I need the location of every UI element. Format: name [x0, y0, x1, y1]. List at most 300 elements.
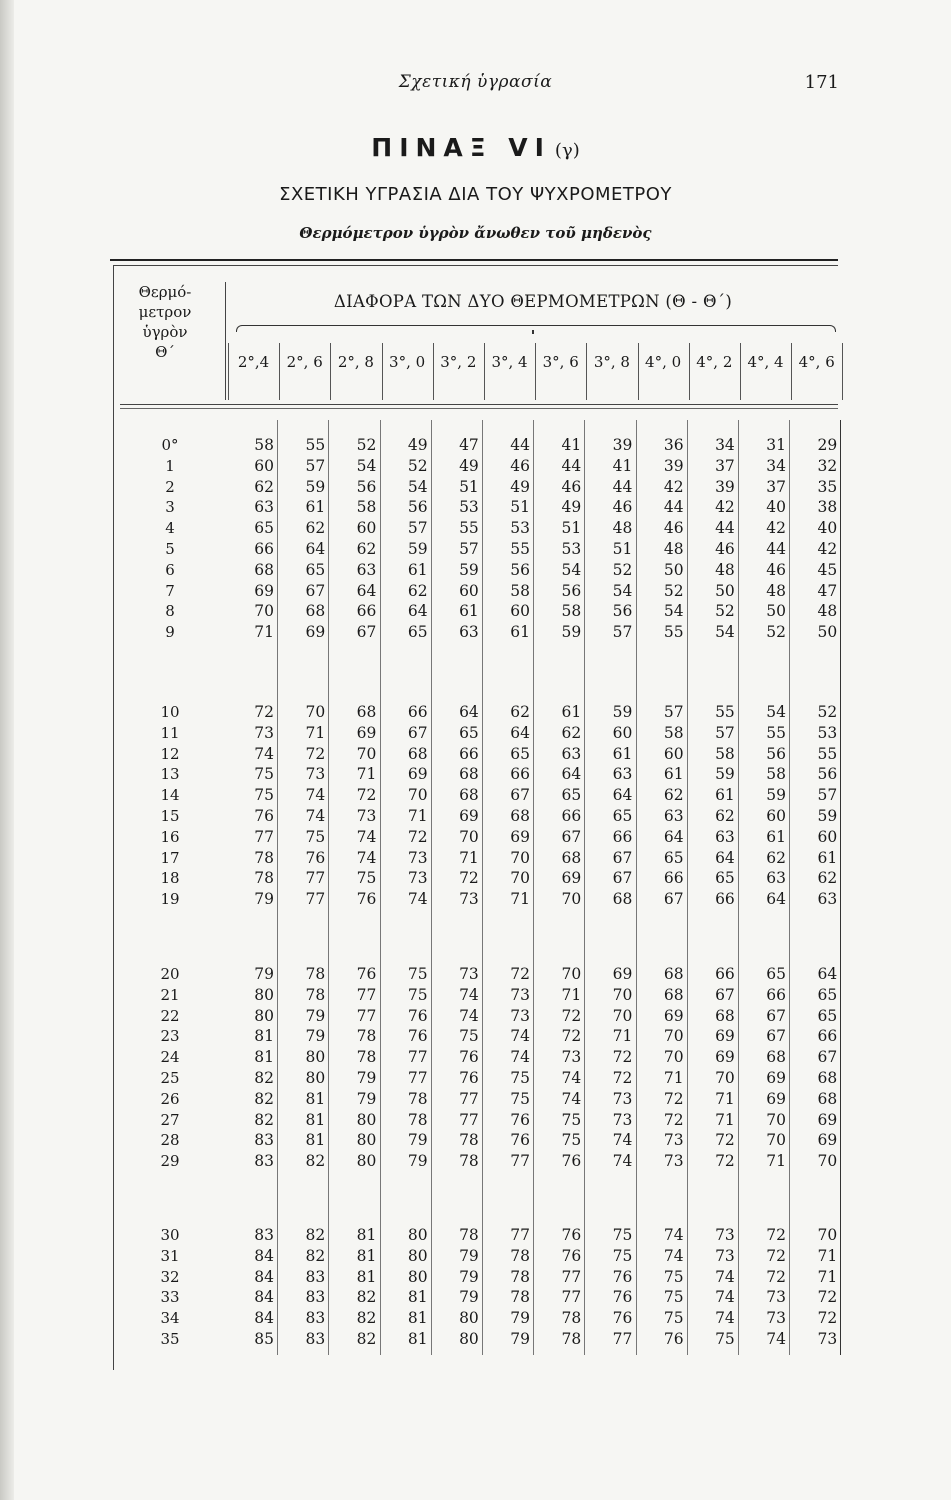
table-cell: 63: [817, 890, 838, 909]
table-cell: 72: [817, 1288, 838, 1307]
table-cell: 70: [510, 848, 530, 867]
stub-divider: [225, 282, 226, 400]
table-cell: 71: [305, 723, 326, 742]
table-cell: 76: [459, 1048, 479, 1067]
table-cell: 76: [561, 1152, 582, 1171]
table-cell: 79: [305, 1027, 326, 1046]
column-rule: [840, 420, 841, 1355]
table-cell: 69: [663, 1006, 684, 1025]
table-cell: 58: [510, 581, 530, 600]
table-cell: 67: [407, 723, 428, 742]
table-cell: 65: [305, 560, 326, 579]
table-cell: 63: [561, 744, 582, 763]
table-cell: 45: [817, 560, 838, 579]
table-cell: 62: [254, 477, 274, 496]
table-cell: 54: [612, 581, 633, 600]
table-cell: 80: [356, 1131, 377, 1150]
table-cell: 71: [766, 1152, 786, 1171]
column-rule: [431, 420, 432, 1355]
table-cell: 74: [663, 1226, 684, 1244]
table-cell: 64: [663, 827, 684, 846]
table-cell: 67: [715, 985, 735, 1004]
table-cell: 65: [407, 623, 428, 642]
row-stub-temperature: 5: [165, 540, 175, 558]
column-rule-header: [382, 343, 383, 400]
table-cell: 32: [817, 456, 838, 475]
table-cell: 49: [561, 498, 582, 517]
row-stub-temperature: 13: [160, 765, 180, 784]
table-cell: 77: [356, 985, 377, 1004]
table-cell: 46: [663, 519, 684, 538]
table-cell: 73: [561, 1048, 582, 1067]
table-cell: 69: [766, 1089, 786, 1108]
column-header: 3°, 6: [542, 353, 579, 371]
table-cell: 56: [407, 498, 428, 517]
table-caption: Θερμόμετρον ὑγρὸν ἄνωθεν τοῦ μηδενὸς: [299, 224, 652, 242]
table-cell: 66: [715, 965, 735, 983]
table-cell: 76: [561, 1246, 582, 1265]
table-cell: 81: [356, 1246, 377, 1265]
row-stub-temperature: 30: [160, 1226, 180, 1244]
table-cell: 69: [254, 581, 274, 600]
table-cell: 62: [561, 723, 582, 742]
table-cell: 68: [766, 1048, 786, 1067]
table-cell: 44: [715, 519, 735, 538]
table-cell: 70: [510, 869, 530, 888]
row-stub-temperature: 1: [165, 456, 175, 475]
table-cell: 62: [715, 807, 735, 825]
row-stub-temperature: 26: [160, 1089, 180, 1108]
table-cell: 68: [459, 786, 479, 805]
table-cell: 34: [766, 456, 786, 475]
table-cell: 61: [612, 744, 633, 763]
table-cell: 61: [766, 827, 786, 846]
table-cell: 74: [356, 827, 377, 846]
running-head: Σχετική ὑγρασία: [398, 72, 553, 92]
table-cell: 70: [407, 786, 428, 805]
table-subtitle: ΣΧΕΤΙΚΗ ΥΓΡΑΣΙΑ ΔΙΑ ΤΟΥ ΨΥΧΡΟΜΕΤΡΟΥ: [279, 184, 672, 205]
column-rule: [584, 420, 585, 1355]
table-cell: 71: [561, 985, 582, 1004]
table-cell: 73: [510, 1006, 530, 1025]
table-cell: 59: [305, 477, 326, 496]
table-cell: 83: [305, 1267, 326, 1286]
table-cell: 57: [612, 623, 633, 642]
table-cell: 52: [817, 703, 838, 721]
table-cell: 44: [510, 436, 530, 454]
table-cell: 78: [254, 869, 274, 888]
table-cell: 79: [510, 1330, 530, 1348]
table-cell: 61: [715, 786, 735, 805]
table-cell: 35: [817, 477, 838, 496]
table-cell: 59: [715, 765, 735, 784]
table-cell: 50: [663, 560, 684, 579]
table-cell: 78: [356, 1027, 377, 1046]
table-cell: 61: [561, 703, 582, 721]
table-cell: 75: [459, 1027, 479, 1046]
table-cell: 39: [663, 456, 684, 475]
table-cell: 72: [407, 827, 428, 846]
table-cell: 66: [663, 869, 684, 888]
table-cell: 80: [254, 985, 274, 1004]
row-stub-temperature: 22: [160, 1006, 180, 1025]
table-cell: 74: [254, 744, 274, 763]
table-cell: 79: [356, 1069, 377, 1087]
table-cell: 82: [305, 1226, 326, 1244]
table-cell: 56: [356, 477, 377, 496]
table-cell: 71: [407, 807, 428, 825]
table-cell: 76: [510, 1131, 530, 1150]
table-cell: 44: [612, 477, 633, 496]
table-cell: 71: [254, 623, 274, 642]
table-cell: 66: [715, 890, 735, 909]
table-cell: 55: [663, 623, 684, 642]
table-cell: 70: [766, 1131, 786, 1150]
column-header: 3°, 4: [491, 353, 528, 371]
table-cell: 55: [715, 703, 735, 721]
table-cell: 46: [715, 540, 735, 558]
table-cell: 80: [407, 1267, 428, 1286]
table-cell: 79: [459, 1246, 479, 1265]
table-cell: 76: [305, 848, 326, 867]
column-rule-header: [638, 343, 639, 400]
table-cell: 57: [407, 519, 428, 538]
table-cell: 83: [305, 1288, 326, 1307]
row-stub-temperature: 0°: [161, 436, 179, 454]
table-cell: 61: [459, 602, 479, 621]
table-cell: 63: [459, 623, 479, 642]
table-cell: 74: [510, 1048, 530, 1067]
table-cell: 55: [766, 723, 786, 742]
table-cell: 70: [612, 1006, 633, 1025]
table-cell: 56: [510, 560, 530, 579]
table-cell: 79: [459, 1267, 479, 1286]
table-cell: 73: [356, 807, 377, 825]
table-cell: 41: [612, 456, 633, 475]
table-cell: 42: [715, 498, 735, 517]
table-cell: 68: [817, 1089, 838, 1108]
table-cell: 52: [407, 456, 428, 475]
table-cell: 68: [305, 602, 326, 621]
table-cell: 69: [356, 723, 377, 742]
table-cell: 75: [510, 1089, 530, 1108]
table-cell: 38: [817, 498, 838, 517]
table-cell: 76: [356, 965, 377, 983]
table-cell: 77: [459, 1110, 479, 1129]
row-stub-temperature: 3: [165, 498, 175, 517]
table-cell: 68: [356, 703, 377, 721]
table-cell: 65: [817, 1006, 838, 1025]
table-cell: 47: [817, 581, 838, 600]
column-rule: [636, 420, 637, 1355]
table-cell: 72: [356, 786, 377, 805]
table-cell: 59: [817, 807, 838, 825]
table-cell: 48: [663, 540, 684, 558]
table-cell: 81: [305, 1131, 326, 1150]
table-cell: 75: [407, 965, 428, 983]
row-stub-temperature: 18: [160, 869, 180, 888]
table-cell: 77: [407, 1069, 428, 1087]
table-cell: 74: [305, 807, 326, 825]
table-cell: 62: [305, 519, 326, 538]
column-header: 2°, 6: [286, 353, 323, 371]
table-cell: 80: [254, 1006, 274, 1025]
table-cell: 76: [612, 1288, 633, 1307]
table-cell: 66: [356, 602, 377, 621]
table-cell: 70: [356, 744, 377, 763]
column-rule-header: [740, 343, 741, 400]
table-cell: 52: [663, 581, 684, 600]
table-cell: 54: [407, 477, 428, 496]
row-stub-temperature: 17: [160, 848, 180, 867]
table-cell: 74: [510, 1027, 530, 1046]
table-cell: 78: [305, 985, 326, 1004]
table-cell: 57: [305, 456, 326, 475]
table-cell: 81: [305, 1110, 326, 1129]
table-cell: 60: [663, 744, 684, 763]
table-cell: 47: [459, 436, 479, 454]
table-cell: 78: [459, 1152, 479, 1171]
table-cell: 76: [407, 1006, 428, 1025]
table-cell: 82: [254, 1089, 274, 1108]
row-stub-temperature: 16: [160, 827, 180, 846]
table-cell: 82: [254, 1069, 274, 1087]
table-cell: 73: [715, 1246, 735, 1265]
table-cell: 70: [459, 827, 479, 846]
table-cell: 67: [305, 581, 326, 600]
table-cell: 84: [254, 1246, 274, 1265]
table-cell: 65: [612, 807, 633, 825]
table-cell: 76: [561, 1226, 582, 1244]
table-cell: 37: [766, 477, 786, 496]
table-cell: 80: [356, 1110, 377, 1129]
table-cell: 75: [612, 1246, 633, 1265]
table-cell: 78: [510, 1288, 530, 1307]
table-cell: 82: [356, 1288, 377, 1307]
header-brace-tip: [532, 330, 534, 334]
table-cell: 42: [817, 540, 838, 558]
table-cell: 72: [663, 1089, 684, 1108]
table-cell: 55: [510, 540, 530, 558]
column-rule: [533, 420, 534, 1355]
table-cell: 57: [817, 786, 838, 805]
table-cell: 77: [561, 1288, 582, 1307]
table-cell: 63: [663, 807, 684, 825]
table-cell: 61: [510, 623, 530, 642]
table-cell: 80: [305, 1069, 326, 1087]
table-cell: 63: [254, 498, 274, 517]
table-cell: 77: [305, 890, 326, 909]
table-cell: 77: [254, 827, 274, 846]
row-stub-temperature: 33: [160, 1288, 180, 1307]
column-header: 2°,4: [237, 353, 270, 371]
table-cell: 49: [407, 436, 428, 454]
table-cell: 60: [817, 827, 838, 846]
table-cell: 66: [254, 540, 274, 558]
table-cell: 51: [510, 498, 530, 517]
table-cell: 68: [254, 560, 274, 579]
table-cell: 70: [305, 703, 326, 721]
table-cell: 54: [561, 560, 582, 579]
table-cell: 52: [356, 436, 377, 454]
row-stub-temperature: 12: [160, 744, 180, 763]
table-cell: 79: [254, 965, 274, 983]
table-cell: 67: [663, 890, 684, 909]
table-cell: 64: [510, 723, 530, 742]
table-cell: 70: [817, 1226, 838, 1244]
column-rule-header: [228, 343, 229, 400]
table-cell: 46: [561, 477, 582, 496]
table-cell: 83: [305, 1330, 326, 1348]
table-cell: 68: [817, 1069, 838, 1087]
row-stub-temperature: 35: [160, 1330, 180, 1348]
header-brace: [236, 325, 836, 332]
table-cell: 69: [459, 807, 479, 825]
table-cell: 60: [254, 456, 274, 475]
table-cell: 81: [407, 1330, 428, 1348]
table-cell: 69: [612, 965, 633, 983]
table-cell: 53: [817, 723, 838, 742]
table-cell: 75: [715, 1330, 735, 1348]
table-cell: 68: [663, 985, 684, 1004]
table-cell: 48: [817, 602, 838, 621]
column-header: 4°, 0: [645, 353, 682, 371]
table-top-rule-inner: [113, 265, 838, 266]
table-cell: 57: [663, 703, 684, 721]
table-cell: 75: [612, 1226, 633, 1244]
table-cell: 64: [407, 602, 428, 621]
table-cell: 48: [766, 581, 786, 600]
column-rule-header: [689, 343, 690, 400]
table-cell: 64: [459, 703, 479, 721]
column-rule: [482, 420, 483, 1355]
row-stub-temperature: 23: [160, 1027, 180, 1046]
table-cell: 53: [510, 519, 530, 538]
table-cell: 40: [817, 519, 838, 538]
column-rule: [738, 420, 739, 1355]
table-cell: 67: [766, 1006, 786, 1025]
table-cell: 64: [356, 581, 377, 600]
table-cell: 78: [407, 1089, 428, 1108]
table-cell: 55: [817, 744, 838, 763]
table-cell: 69: [715, 1048, 735, 1067]
table-cell: 77: [510, 1226, 530, 1244]
column-rule-header: [586, 343, 587, 400]
table-cell: 67: [561, 827, 582, 846]
table-cell: 85: [254, 1330, 274, 1348]
row-stub-temperature: 7: [165, 581, 175, 600]
row-stub-temperature: 10: [160, 703, 180, 721]
table-cell: 71: [356, 765, 377, 784]
table-cell: 50: [715, 581, 735, 600]
column-rule: [380, 420, 381, 1355]
table-cell: 54: [663, 602, 684, 621]
table-cell: 70: [715, 1069, 735, 1087]
row-stub-temperature: 8: [165, 602, 175, 621]
table-cell: 58: [561, 602, 582, 621]
table-cell: 67: [510, 786, 530, 805]
table-cell: 31: [766, 436, 786, 454]
table-cell: 39: [715, 477, 735, 496]
column-rule: [687, 420, 688, 1355]
table-cell: 80: [356, 1152, 377, 1171]
table-cell: 54: [715, 623, 735, 642]
table-cell: 82: [305, 1152, 326, 1171]
table-cell: 82: [356, 1330, 377, 1348]
header-rule: [120, 404, 838, 405]
table-cell: 64: [715, 848, 735, 867]
table-cell: 58: [766, 765, 786, 784]
table-cell: 62: [766, 848, 786, 867]
table-cell: 68: [715, 1006, 735, 1025]
table-cell: 64: [612, 786, 633, 805]
table-cell: 70: [561, 890, 582, 909]
table-cell: 67: [612, 869, 633, 888]
table-cell: 53: [459, 498, 479, 517]
table-cell: 78: [510, 1267, 530, 1286]
table-cell: 83: [254, 1152, 274, 1171]
table-cell: 57: [715, 723, 735, 742]
table-cell: 61: [407, 560, 428, 579]
row-stub-temperature: 25: [160, 1069, 180, 1087]
table-cell: 73: [407, 848, 428, 867]
table-cell: 59: [766, 786, 786, 805]
table-cell: 66: [766, 985, 786, 1004]
table-cell: 73: [766, 1309, 786, 1328]
table-cell: 69: [407, 765, 428, 784]
table-cell: 75: [407, 985, 428, 1004]
table-cell: 61: [817, 848, 838, 867]
table-cell: 56: [766, 744, 786, 763]
table-cell: 74: [766, 1330, 786, 1348]
table-cell: 78: [510, 1246, 530, 1265]
table-cell: 80: [305, 1048, 326, 1067]
table-cell: 81: [407, 1288, 428, 1307]
column-rule: [328, 420, 329, 1355]
table-cell: 58: [663, 723, 684, 742]
table-cell: 72: [612, 1069, 633, 1087]
table-cell: 62: [407, 581, 428, 600]
table-cell: 56: [561, 581, 582, 600]
table-cell: 78: [459, 1131, 479, 1150]
table-cell: 73: [459, 965, 479, 983]
table-cell: 78: [561, 1330, 582, 1348]
table-cell: 49: [459, 456, 479, 475]
table-cell: 65: [817, 985, 838, 1004]
table-cell: 69: [305, 623, 326, 642]
table-cell: 37: [715, 456, 735, 475]
table-cell: 75: [356, 869, 377, 888]
table-cell: 50: [766, 602, 786, 621]
table-cell: 54: [766, 703, 786, 721]
table-cell: 72: [663, 1110, 684, 1129]
table-cell: 60: [510, 602, 530, 621]
table-cell: 60: [356, 519, 377, 538]
table-cell: 72: [766, 1267, 786, 1286]
table-cell: 58: [356, 498, 377, 517]
row-stub-temperature: 2: [165, 477, 175, 496]
table-cell: 69: [561, 869, 582, 888]
table-cell: 81: [356, 1226, 377, 1244]
table-cell: 76: [612, 1267, 633, 1286]
table-cell: 52: [612, 560, 633, 579]
table-cell: 44: [561, 456, 582, 475]
table-cell: 70: [663, 1048, 684, 1067]
table-cell: 74: [561, 1069, 582, 1087]
table-cell: 73: [715, 1226, 735, 1244]
table-cell: 76: [254, 807, 274, 825]
table-cell: 49: [510, 477, 530, 496]
